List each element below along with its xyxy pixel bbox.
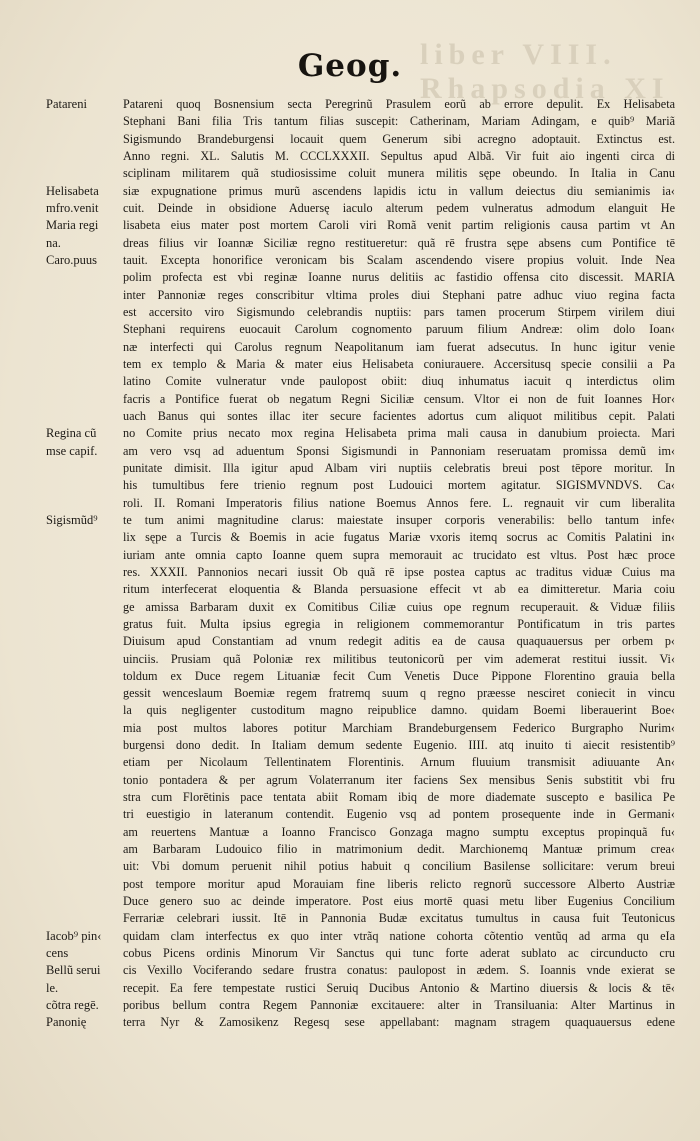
text-line: sciplinam militarem quã studiosissime coluit munera militis sępe obeundo. In Italia in Canu <box>123 166 675 181</box>
text-line: Sigismundo Brandeburgensi locauit quem Generum sibi acregno adoptauit. Extinctus est. <box>123 131 675 146</box>
margin-note-line: mfro.venit <box>46 200 99 215</box>
margin-note-line: Helisabeta <box>46 183 99 198</box>
text-line: facris a Pontifice fuerat ob negatum Regni Siciliæ censum. Vltor ei non de fuit Ioannes Hor‹ <box>123 391 675 406</box>
text-line: quidam clam interfectus ex quo inter vtrãq natione cohorta cõtentio ventũq ad arma qu eIa <box>123 928 675 943</box>
margin-note-line: Panonię <box>46 1015 87 1030</box>
text-line: cobus Picens ordinis Minorum Vir Sanctus qui tunc forte aderat sublato ac circunducto cru <box>123 946 675 961</box>
text-line: iuriam ante omnia capto Ioanne quem supra memorauit ac trucidato est vltus. Post hæc proce <box>123 547 675 562</box>
margin-note <box>46 425 132 460</box>
bleed-through-text: liber VIII. Rhapsodia XI <box>420 38 670 105</box>
text-line: uit: Vbi domum peruenit nihil potius habuit q concilium Basilense sollicitare: verum breui <box>123 859 675 874</box>
text-line: burgensi dono dedit. In Italiam demum sedente Eugenio. IIII. atq inuito ti aiecit resistentib⁹ <box>123 738 675 753</box>
text-line: lisabeta eius mater post mortem Caroli viri Romã venit partim religionis causa partim vt An <box>123 218 675 233</box>
margin-note <box>46 512 132 529</box>
text-line: gratus fuit. Multa ipsius egregia in religionem commemorantur Pontificatum in tris partes <box>123 616 675 631</box>
text-line: cis Vexillo Vociferando sedare frustra conatus: paulopost in ædem. S. Ioannis vnde exierat se <box>123 963 675 978</box>
margin-note <box>46 183 132 269</box>
text-line: poribus bellum contra Regem Pannoniæ excitauere: alter in Transiluania: Alter Martinus in <box>123 998 675 1013</box>
text-line: stra cum Florētinis pace tentata abiit Romam ibiq de more diademate suscepto e basilica Pe <box>123 790 675 805</box>
text-line: Stephani Bani filia Tris tantum filias suscepit: Catherinam, Mariam Adingam, e quib⁹ Mariã <box>123 114 675 129</box>
text-line: Diuisum apud Constantiam ad vnum redegit aditis ea de causa quaquauersus per orbem p‹ <box>123 634 675 649</box>
margin-note-line: cõtra regē. <box>46 998 99 1013</box>
text-line: est accersito viro Sigismundo celebrandis nuptiis: pars tamen procerum Stirpem virilem diui <box>123 304 675 319</box>
text-line: cuit. Deinde in obsidione Aduersę iaculo alterum pedem vulneratus admodum elanguit He <box>123 200 675 215</box>
text-line: inter Pannoniæ reges conscribitur vltima proles diui Stephani patre adhuc viuo regina facta <box>123 287 675 302</box>
margin-note-line: Caro.puus <box>46 252 98 267</box>
text-line: Ferrariæ celebrari iussit. Itē in Pannonia Budæ excitatus tumultus in causa fuit Teutonicus <box>123 911 675 926</box>
text-line: latino Comite vulneratur vnde paulopost obiit: diuq inhumatus iacuit q interdictus olim <box>123 374 675 389</box>
text-line: his tumultibus fere trienio regnum post Ludouici mortem agitatur. SIGISMVNDVS. Ca‹ <box>123 478 675 493</box>
text-line: toldum ex Duce regem Lituaniæ fecit Cum Venetis Duce Pippone Florentino grauia bella <box>123 668 675 683</box>
margin-note-line: cens <box>46 946 69 961</box>
text-line: am reuertens Mantuæ a Ioanno Francisco Gonzaga magno sumptu exceptus propinquã fu‹ <box>123 824 675 839</box>
text-line: gessit wenceslaum Boemiæ regem fratremq suum q regno præesse nesciret coniecit in vincu <box>123 686 675 701</box>
text-line: Anno regni. XL. Salutis M. CCCLXXXII. Sepultus apud Albã. Vir fuit aio ingenti circa di <box>123 148 675 163</box>
text-line: polim profecta est vbi reginæ Ioanne nurus delitiis ac fastidio offensa cito discessit. MARIA <box>123 270 675 285</box>
text-line: ritum interfecerat eloquentia & Blanda persuasione effecit vt ab ea dimitteretur. Maria coiu <box>123 582 675 597</box>
text-line: lix sępe a Turcis & Boemis in acie fugatus Mariæ vxoris itemq socrus ac Comitis Palatini in‹ <box>123 530 675 545</box>
text-line: tri euestigio in lateranum contendit. Eugenio vsq ad pontem prosequente inde in Germani‹ <box>123 807 675 822</box>
margin-note-line: Iacob⁹ pin‹ <box>46 928 102 943</box>
text-line: am vero vsq ad aduentum Sponsi Sigismundi in Pannoniam reseruatam promissa demũ im‹ <box>123 443 675 458</box>
text-line: tauit. Excepta honorifice veronicam bis Scalam ascendendo visere propius voluit. Inde Nea <box>123 252 675 267</box>
text-line: punitate dimisit. Illa igitur apud Albam viri nuptiis celebratis breui post tēpore moritur. In <box>123 460 675 475</box>
text-line: næ interfecti qui Carolus regnum Neapolitanum iam fuerat adsecutus. In hunc igitur venie <box>123 339 675 354</box>
margin-note-line: le. <box>46 980 59 995</box>
text-line: roli. II. Romani Imperatoris filius natione Boemus Annos fere. L. regnauit vir cum liberalita <box>123 495 675 510</box>
margin-note-line: Regina cũ <box>46 426 97 441</box>
margin-note-line: Bellũ serui <box>46 963 101 978</box>
text-line: etiam per Nicolaum Tellentinatem Florentinis. Arnum fluuium transmisit adiuuante An‹ <box>123 755 675 770</box>
margin-note <box>46 928 132 1032</box>
text-line: te tum animi magnitudine clarus: maiestate insuper corporis venerabilis: bello tantum infe‹ <box>123 512 675 527</box>
text-line: la quis negligenter custoditum magno reipublice damno. quidam Boemi liberauerint Boe‹ <box>123 703 675 718</box>
text-line: no Comite prius necato mox regina Helisabeta prima mali causa in danubium proiecta. Mari <box>123 426 675 441</box>
running-head: Geog. <box>297 48 403 84</box>
text-line: terra Nyr & Zamosikenz Regesq sese appellabant: magnam stragem quaquauersus edene <box>123 1015 675 1030</box>
text-line: Patareni quoq Bosnensium secta Peregrinũ Prasulem eorũ ab errore depulit. Ex Helisabeta <box>123 97 675 111</box>
margin-note-line: Patareni <box>46 97 87 111</box>
text-line: uinciis. Prusiam quã Poloniæ rex militibus teutonicorũ per vim ademerat restitui iussit. Vi‹ <box>123 651 675 666</box>
text-line: Stephani requirens euocauit Carolum cognomento paruum filium Andreæ: olim dolo Ioan‹ <box>123 322 675 337</box>
text-line: uach Banus qui sontes illac iter secure facientes adortus cum aliquot militibus cepit. Palati <box>123 408 675 423</box>
text-line: ge amissa Barbaram duxit ex Comitibus Ciliæ cuius ope regnum recuperauit. & Viduæ filiis <box>123 599 675 614</box>
text-line: post tempore moritur apud Morauiam fine liberis relicto regnorũ successore Alberto Austriæ <box>123 876 675 891</box>
text-line: Duce genero suo ac deinde imperatore. Post eius mortē quasi metu liber Eugenius Concilium <box>123 894 675 909</box>
text-line: res. XXXII. Pannonios necari iussit Ob quã rē ipse postea captus ac traditus viduæ Cuius ma <box>123 564 675 579</box>
margin-note-line: Sigismũd⁹ <box>46 512 98 527</box>
margin-note <box>46 96 132 113</box>
text-line: dreas filius vir Ioannæ Siciliæ regno restitueretur: quã rē frustra sępe absens cum Pontifice tē <box>123 235 675 250</box>
text-line: tonio pontadera & per agrum Volaterranum iter faciens Sex mensibus Senis substitit vbi fru <box>123 772 675 787</box>
body-text <box>123 96 675 1032</box>
text-line: tem ex templo & Maria & mater eius Helisabeta coniurauere. Accersitusq specie consilii a Pa <box>123 356 675 371</box>
margin-note-line: mse capif. <box>46 443 98 458</box>
text-line: recepit. Ea fere tempestate rustici Seruiq Ducibus Antonio & Martino diuersis & locis & tē‹ <box>123 980 675 995</box>
text-line: am Barbaram Ludouico filio in matrimonium dedit. Marchionemq Mantuæ primum crea‹ <box>123 842 675 857</box>
text-line: siæ expugnatione primus murũ ascendens lapidis ictu in vallum deiectus diu semianimis ia‹ <box>123 183 675 198</box>
margin-note-line: Maria regi <box>46 218 99 233</box>
text-line: mia post multos labores potitur Marchiam Brandeburgensem Federico Burgrapho Nurim‹ <box>123 720 675 735</box>
margin-note-line: na. <box>46 235 61 250</box>
